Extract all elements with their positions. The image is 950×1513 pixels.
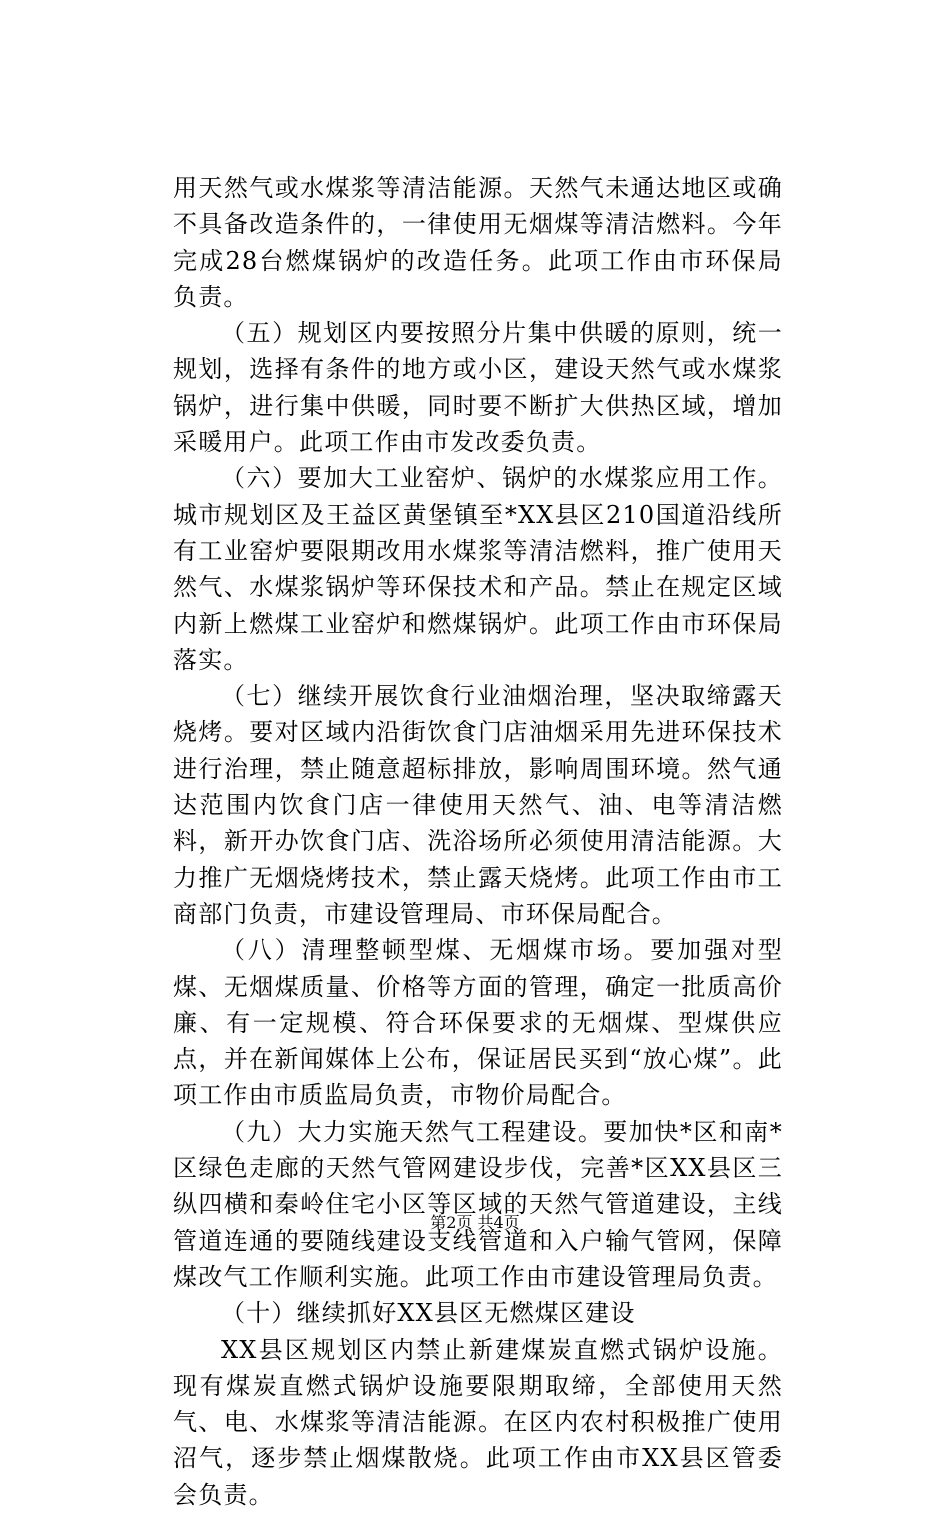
paragraph-item-9: （九）大力实施天然气工程建设。要加快*区和南*区绿色走廊的天然气管网建设步伐，完善*区XX县区三纵四横和秦岭住宅小区等区域的天然气管道建设，主线管道连通的要随线建设支线管道和入户输气管网，保障煤改气工作顺利实施。此项工作由市建设管理局负责。: [173, 1117, 783, 1291]
paragraph-item-5: （五）规划区内要按照分片集中供暖的原则，统一规划，选择有条件的地方或小区，建设天然气或水煤浆锅炉，进行集中供暖，同时要不断扩大供热区域，增加采暖用户。此项工作由市发改委负责。: [173, 319, 783, 457]
page-number-footer: 第2页 共4页: [430, 1213, 520, 1232]
paragraph-item-10-body: XX县区规划区内禁止新建煤炭直燃式锅炉设施。现有煤炭直燃式锅炉设施要限期取缔，全部使用天然气、电、水煤浆等清洁能源。在区内农村积极推广使用沼气，逐步禁止烟煤散烧。此项工作由市XX县区管委会负责。: [173, 1335, 783, 1509]
paragraph-item-8: （八）清理整顿型煤、无烟煤市场。要加强对型煤、无烟煤质量、价格等方面的管理，确定一批质高价廉、有一定规模、符合环保要求的无烟煤、型煤供应点，并在新闻媒体上公布，保证居民买到“放心煤”。此项工作由市质监局负责，市物价局配合。: [173, 936, 783, 1110]
paragraph-continuation: 用天然气或水煤浆等清洁能源。天然气未通达地区或确不具备改造条件的，一律使用无烟煤等清洁燃料。今年完成28台燃煤锅炉的改造任务。此项工作由市环保局负责。: [173, 174, 783, 311]
paragraph-item-10-heading: （十）继续抓好XX县区无燃煤区建设: [221, 1299, 636, 1328]
paragraph-item-7: （七）继续开展饮食行业油烟治理，坚决取缔露天烧烤。要对区域内沿街饮食门店油烟采用先进环保技术进行治理，禁止随意超标排放，影响周围环境。然气通达范围内饮食门店一律使用天然气、油、电等清洁燃料，新开办饮食门店、洗浴场所必须使用清洁能源。大力推广无烟烧烤技术，禁止露天烧烤。此项工作由市工商部门负责，市建设管理局、市环保局配合。: [173, 682, 783, 928]
paragraph-item-6: （六）要加大工业窑炉、锅炉的水煤浆应用工作。城市规划区及王益区黄堡镇至*XX县区210国道沿线所有工业窑炉要限期改用水煤浆等清洁燃料，推广使用天然气、水煤浆锅炉等环保技术和产品。禁止在规定区域内新上燃煤工业窑炉和燃煤锅炉。此项工作由市环保局落实。: [173, 464, 783, 674]
document-body: [173, 170, 783, 1513]
